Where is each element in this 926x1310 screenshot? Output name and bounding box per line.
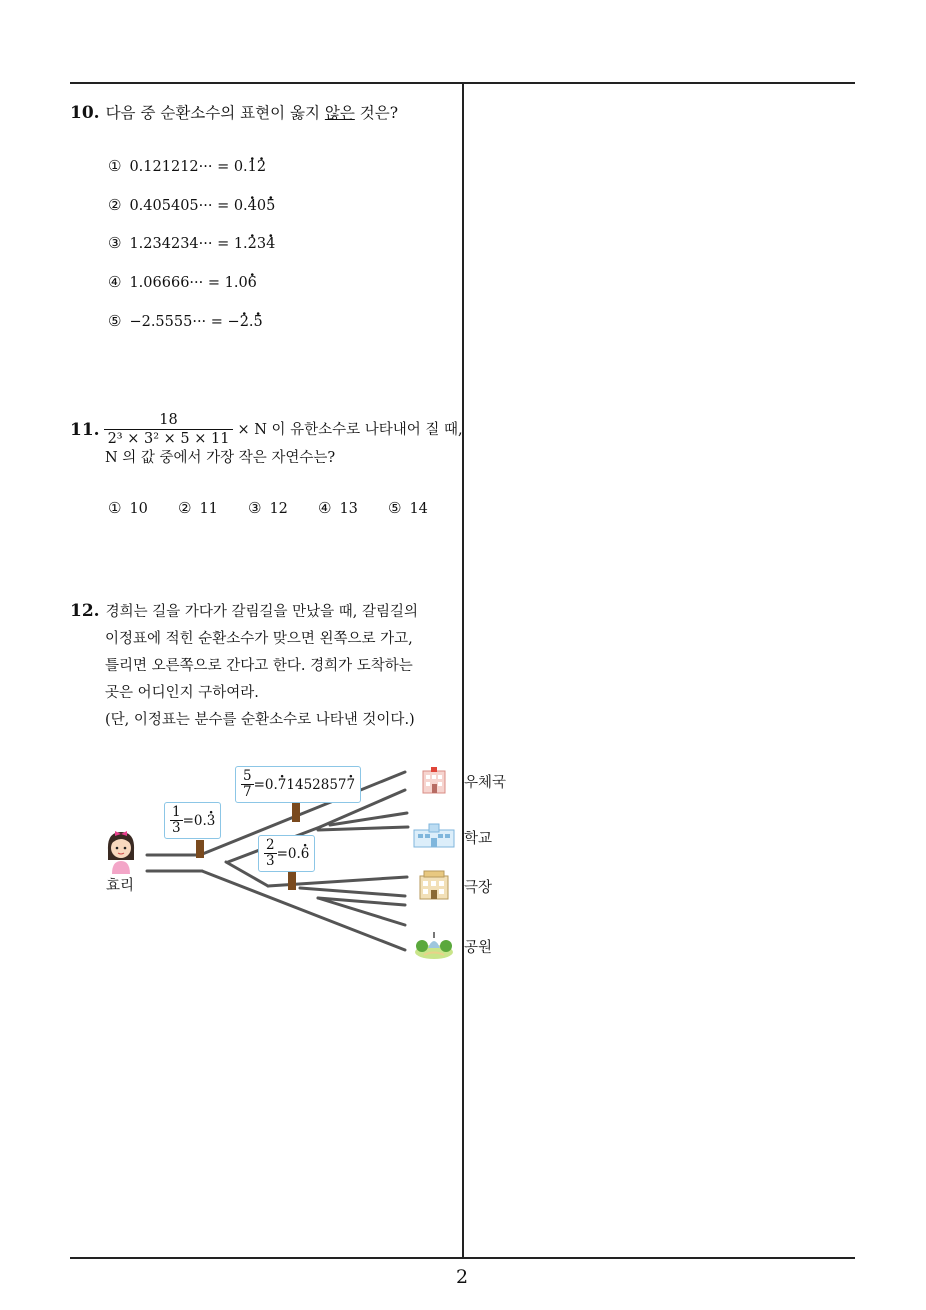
q10-option-1[interactable]: ① 0.121212··· = 0.1 ·2 ·: [108, 157, 266, 175]
girl-icon: [104, 828, 138, 874]
destination-post-office: 우체국: [464, 775, 507, 791]
q11-option-3[interactable]: ③ 12: [248, 499, 288, 517]
q11-option-1[interactable]: ① 10: [108, 499, 148, 517]
emphasis-underlined: 않은: [324, 104, 355, 122]
q11-option-2[interactable]: ② 11: [178, 499, 218, 517]
girl-label: 효리: [106, 878, 135, 894]
signpost-3-post: [288, 870, 296, 890]
question-number: 12.: [70, 601, 100, 621]
q10-option-5[interactable]: ⑤ −2.5555··· = −2 ·.5 ·: [108, 312, 263, 330]
q11-option-4[interactable]: ④ 13: [318, 499, 358, 517]
question-11-stem: 11. $\frac{18}{\text{2³ × 3² × 5 × 11}}$ × N 이 유한소수로 나타내어 질 때, N 의 값 중에서 가장 작은 자연수는?: [70, 412, 463, 466]
destination-school: 학교: [464, 831, 493, 847]
signpost-1: $\frac{1}{3}$ =0. 3 ·: [164, 802, 221, 839]
question-12-stem: 12. 경희는 길을 가다가 갈림길을 만났을 때, 갈림길의 이정표에 적힌 순환소수가 맞으면 왼쪽으로 가고, 틀리면 오른쪽으로 간다고 한다. 경희가 도착하는 곳은 어디인지 구하여라. (단, 이정표는 분수를 순환소수로 나타낸 것이다.): [70, 601, 418, 728]
post-office-icon: [420, 766, 448, 794]
question-number: 11.: [70, 420, 100, 440]
destination-theater: 극장: [464, 880, 493, 896]
destination-park: 공원: [464, 940, 493, 956]
school-icon: [412, 822, 456, 848]
question-10-stem: 10. 다음 중 순환소수의 표현이 옳지 않은 것은?: [70, 103, 399, 123]
q10-option-2[interactable]: ② 0.405405··· = 0.4 ·05 ·: [108, 196, 275, 214]
signpost-2-post: [292, 802, 300, 822]
signpost-2: $\frac{5}{7}$ =0. 7 · 1452857 7 ·: [235, 766, 361, 803]
fraction: $\frac{18}{\text{2³ × 3² × 5 × 11}}$: [106, 412, 232, 448]
q11-option-5[interactable]: ⑤ 14: [388, 499, 428, 517]
page-number: 2: [456, 1266, 469, 1288]
signpost-3: $\frac{2}{3}$ =0. 6 ·: [258, 835, 315, 872]
signpost-1-post: [196, 840, 204, 858]
q10-option-4[interactable]: ④ 1.06666··· = 1.06 ·: [108, 273, 257, 291]
theater-icon: [418, 870, 450, 900]
question-number: 10.: [70, 103, 100, 123]
park-icon: [414, 928, 454, 960]
q10-option-3[interactable]: ③ 1.234234··· = 1.2 ·34 ·: [108, 234, 275, 252]
